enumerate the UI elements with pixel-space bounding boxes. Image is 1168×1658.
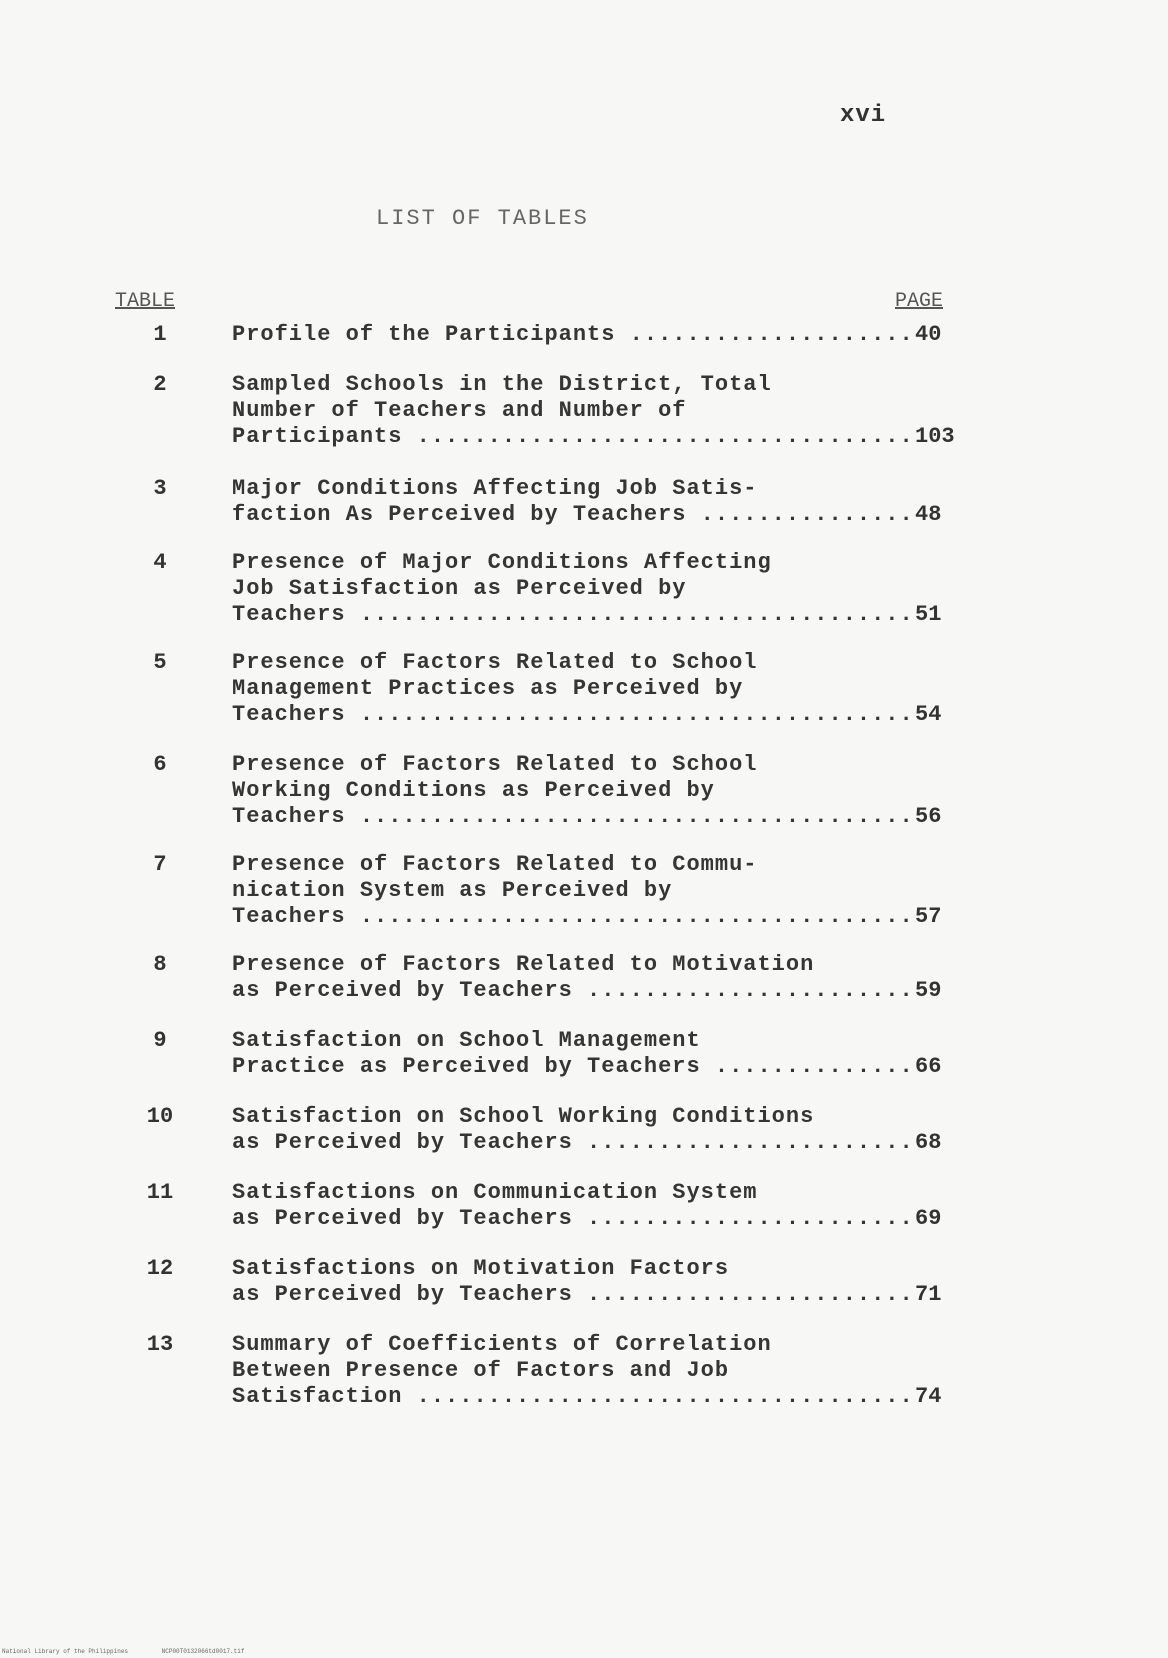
table-page-number: 74	[915, 1384, 942, 1409]
table-title-line: Sampled Schools in the District, Total	[232, 372, 772, 397]
table-title	[232, 752, 912, 830]
table-number: 9	[153, 1028, 167, 1053]
table-title-line: Practice as Perceived by Teachers .....	[232, 1054, 912, 1080]
table-page-number: 54	[915, 702, 942, 727]
table-title	[232, 1180, 912, 1232]
table-title	[232, 1332, 912, 1410]
table-title	[232, 650, 912, 728]
table-title	[232, 322, 912, 348]
table-page-number: 71	[915, 1282, 942, 1307]
table-page-number: 66	[915, 1054, 942, 1079]
table-title	[232, 1028, 912, 1080]
page-number: xvi	[840, 102, 887, 129]
table-title-line: Teachers .....	[232, 804, 912, 830]
table-title	[232, 372, 912, 450]
page-title: LIST OF TABLES	[376, 206, 589, 231]
table-title	[232, 550, 912, 628]
table-title	[232, 852, 912, 930]
table-title-line: Satisfaction on School Management	[232, 1028, 701, 1053]
table-title-line: Major Conditions Affecting Job Satis-	[232, 476, 758, 501]
table-number: 5	[153, 650, 167, 675]
table-number: 10	[146, 1104, 174, 1129]
table-title-line: Presence of Factors Related to School	[232, 650, 758, 675]
table-title-line: Satisfactions on Communication System	[232, 1180, 758, 1205]
table-title-line: as Perceived by Teachers .....	[232, 1206, 912, 1232]
table-title-line: Presence of Factors Related to Motivation	[232, 952, 815, 977]
table-page-number: 57	[915, 904, 942, 929]
table-number: 3	[153, 476, 167, 501]
table-title-line: Profile of the Participants .....	[232, 322, 912, 348]
table-number: 4	[153, 550, 167, 575]
footer-library: National Library of the Philippines	[2, 1648, 129, 1655]
table-page-number: 68	[915, 1130, 942, 1155]
table-title-line: Presence of Major Conditions Affecting	[232, 550, 772, 575]
table-title-line: Working Conditions as Perceived by	[232, 778, 715, 803]
table-title-line: Number of Teachers and Number of	[232, 398, 687, 423]
table-page-number: 59	[915, 978, 942, 1003]
table-number: 1	[153, 322, 167, 347]
table-number: 11	[146, 1180, 174, 1205]
table-title-line: Summary of Coefficients of Correlation	[232, 1332, 772, 1357]
table-title-line: as Perceived by Teachers .....	[232, 1282, 912, 1308]
table-number: 13	[146, 1332, 174, 1357]
footer-code: NCP00T0132066td0017.tif	[161, 1648, 245, 1655]
table-title-line: faction As Perceived by Teachers .....	[232, 502, 912, 528]
table-title-line: Teachers .....	[232, 904, 912, 930]
table-title-line: Presence of Factors Related to School	[232, 752, 758, 777]
table-title-line: Between Presence of Factors and Job	[232, 1358, 730, 1383]
table-title-line: Teachers .....	[232, 702, 912, 728]
table-title-line: Satisfaction on School Working Conditions	[232, 1104, 815, 1129]
table-page-number: 103	[915, 424, 955, 449]
table-title-line: as Perceived by Teachers .....	[232, 978, 912, 1004]
table-title-line: as Perceived by Teachers .....	[232, 1130, 912, 1156]
table-number: 12	[146, 1256, 174, 1281]
table-number: 2	[153, 372, 167, 397]
table-page-number: 51	[915, 602, 942, 627]
column-header-page: PAGE	[895, 290, 944, 313]
table-title	[232, 952, 912, 1004]
table-number: 7	[153, 852, 167, 877]
table-number: 6	[153, 752, 167, 777]
table-title-line: Satisfactions on Motivation Factors	[232, 1256, 730, 1281]
footer	[2, 1648, 244, 1655]
table-page-number: 48	[915, 502, 942, 527]
table-title	[232, 476, 912, 528]
table-title-line: Management Practices as Perceived by	[232, 676, 744, 701]
table-number: 8	[153, 952, 167, 977]
table-page-number: 69	[915, 1206, 942, 1231]
table-title-line: Participants .....	[232, 424, 912, 450]
table-page-number: 40	[915, 322, 942, 347]
table-title	[232, 1104, 912, 1156]
table-title-line: Presence of Factors Related to Commu-	[232, 852, 758, 877]
table-title-line: Satisfaction .....	[232, 1384, 912, 1410]
table-page-number: 56	[915, 804, 942, 829]
table-title-line: Teachers .....	[232, 602, 912, 628]
column-header-table: TABLE	[115, 290, 176, 313]
table-title-line: Job Satisfaction as Perceived by	[232, 576, 687, 601]
table-title-line: nication System as Perceived by	[232, 878, 673, 903]
table-title	[232, 1256, 912, 1308]
